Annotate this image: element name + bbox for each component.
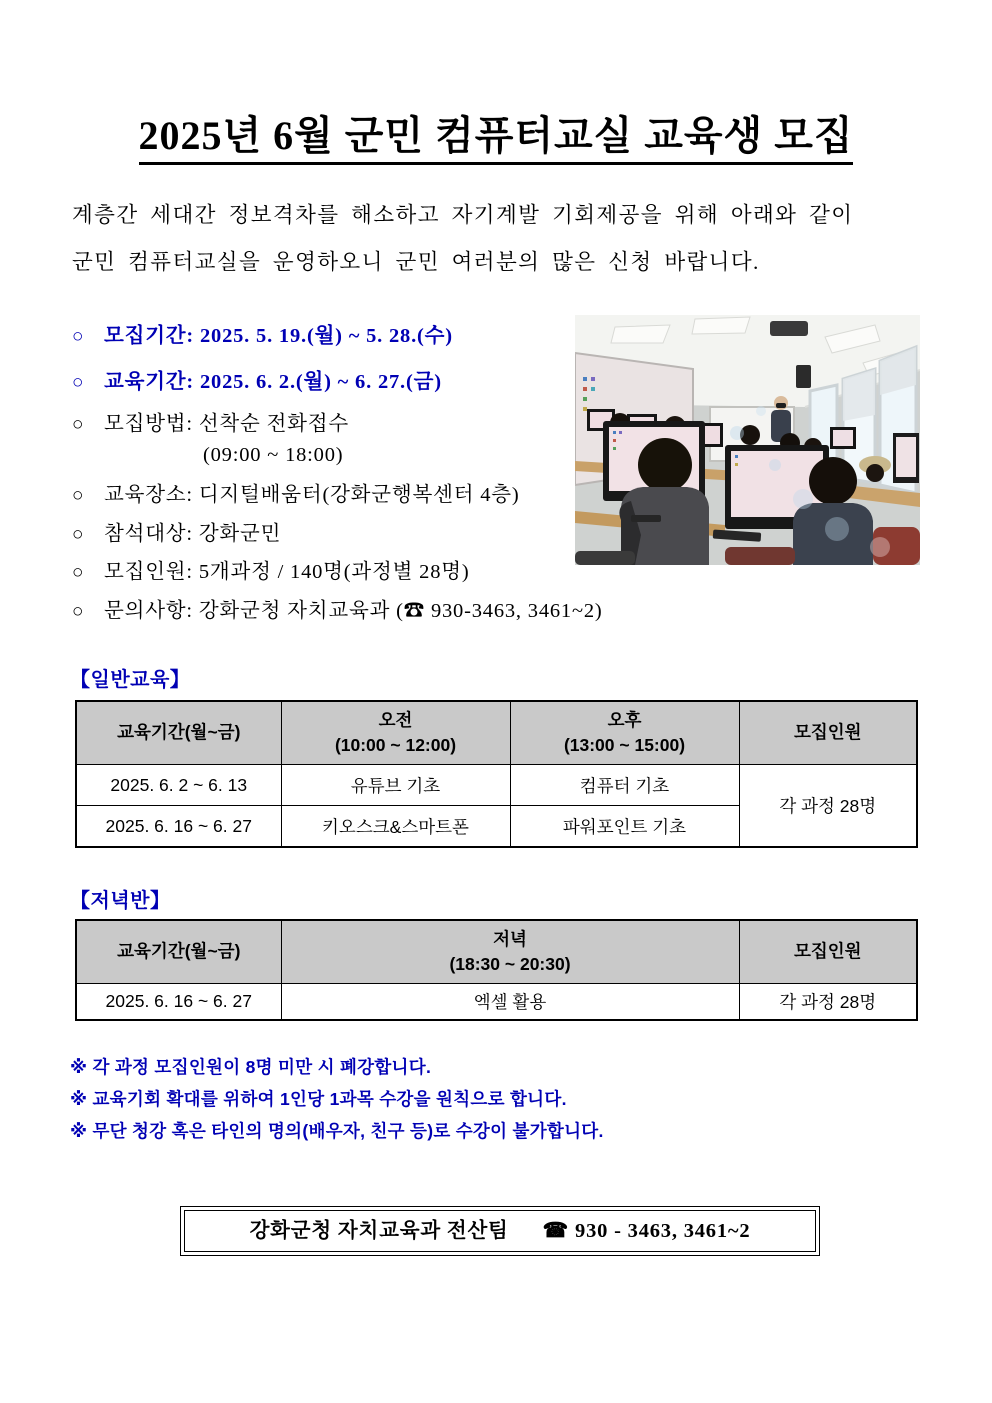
info-item-text: 모집기간: 2025. 5. 19.(월) ~ 5. 28.(수) [104, 325, 453, 347]
intro-line-2: 군민 컴퓨터교실을 운영하오니 군민 여러분의 많은 신청 바랍니다. [72, 250, 760, 274]
info-item-capacity [72, 554, 469, 584]
period-cell: 2025. 6. 16 ~ 6. 27 [76, 984, 281, 1021]
table-row [76, 984, 917, 1021]
circle-bullet-icon: ○ [72, 372, 85, 393]
intro-paragraph [72, 192, 938, 286]
info-item-contact [72, 593, 603, 623]
circle-bullet-icon: ○ [72, 524, 85, 545]
course-cell: 엑셀 활용 [281, 984, 739, 1021]
info-item-text: 모집인원: 5개과정 / 140명(과정별 28명) [104, 561, 470, 583]
info-item-apply-hours [203, 444, 343, 467]
general-education-table [75, 700, 918, 848]
table-row [76, 765, 917, 806]
col-header-capacity: 모집인원 [739, 920, 917, 984]
page-title [0, 104, 992, 161]
classroom-photo [575, 315, 920, 565]
contact-team: 강화군청 자치교육과 전산팀 [249, 1220, 509, 1242]
col-header-morning-title: 오전 [378, 709, 413, 730]
col-header-evening-time: (18:30 ~ 20:30) [449, 954, 571, 974]
capacity-cell: 각 과정 28명 [739, 984, 917, 1021]
info-item-recruit-period [72, 318, 453, 348]
info-item-location [72, 477, 520, 507]
contact-box-inner [184, 1210, 816, 1252]
info-item-text: 참석대상: 강화군민 [104, 523, 282, 545]
capacity-cell: 각 과정 28명 [739, 765, 917, 848]
period-cell: 2025. 6. 2 ~ 6. 13 [76, 765, 281, 806]
circle-bullet-icon: ○ [72, 601, 85, 622]
intro-line-1: 계층간 세대간 정보격차를 해소하고 자기계발 기회제공을 위해 아래와 같이 [72, 203, 854, 227]
circle-bullet-icon: ○ [72, 562, 85, 583]
classroom-photo-graphic [575, 315, 920, 565]
circle-bullet-icon: ○ [72, 485, 85, 506]
info-item-text: 교육장소: 디지털배움터(강화군행복센터 4층) [104, 484, 520, 506]
col-header-morning-time: (10:00 ~ 12:00) [334, 735, 457, 755]
col-header-period: 교육기간(월~금) [76, 701, 281, 765]
col-header-morning [281, 701, 510, 765]
col-header-afternoon-time: (13:00 ~ 15:00) [563, 735, 686, 755]
contact-phone: 930 - 3463, 3461~2 [575, 1220, 751, 1242]
table-header-row [76, 920, 917, 984]
info-item-target [72, 516, 281, 546]
info-item-text: 교육기간: 2025. 6. 2.(월) ~ 6. 27.(금) [104, 371, 442, 393]
note-item: ※ 무단 청강 혹은 타인의 명의(배우자, 친구 등)로 수강이 불가합니다. [70, 1121, 604, 1141]
page-title-text: 2025년 6월 군민 컴퓨터교실 교육생 모집 [139, 113, 854, 165]
col-header-afternoon-title: 오후 [607, 709, 642, 730]
circle-bullet-icon: ○ [72, 414, 85, 435]
morning-course-cell: 유튜브 기초 [281, 765, 510, 806]
phone-icon: ☎ [542, 1220, 570, 1242]
notes-list [70, 1056, 604, 1152]
evening-class-table [75, 919, 918, 1021]
info-item-text: (09:00 ~ 18:00) [203, 444, 344, 466]
circle-bullet-icon: ○ [72, 326, 85, 347]
col-header-evening [281, 920, 739, 984]
section-heading-evening: 【저녁반】 [70, 890, 171, 912]
morning-course-cell: 키오스크&스마트폰 [281, 806, 510, 848]
table-header-row [76, 701, 917, 765]
col-header-evening-title: 저녁 [493, 928, 527, 949]
note-item: ※ 교육기회 확대를 위하여 1인당 1과목 수강을 원칙으로 합니다. [70, 1089, 567, 1109]
info-item-text: 문의사항: 강화군청 자치교육과 (☎ 930-3463, 3461~2) [104, 600, 603, 622]
afternoon-course-cell: 파워포인트 기초 [510, 806, 739, 848]
note-item: ※ 각 과정 모집인원이 8명 미만 시 폐강합니다. [70, 1057, 432, 1077]
contact-box [180, 1206, 820, 1256]
info-item-apply-method [72, 406, 349, 436]
period-cell: 2025. 6. 16 ~ 6. 27 [76, 806, 281, 848]
afternoon-course-cell: 컴퓨터 기초 [510, 765, 739, 806]
section-heading-general: 【일반교육】 [70, 669, 191, 691]
info-item-text: 모집방법: 선착순 전화접수 [104, 413, 349, 435]
info-item-edu-period [72, 364, 442, 394]
col-header-period: 교육기간(월~금) [76, 920, 281, 984]
col-header-afternoon [510, 701, 739, 765]
col-header-capacity: 모집인원 [739, 701, 917, 765]
